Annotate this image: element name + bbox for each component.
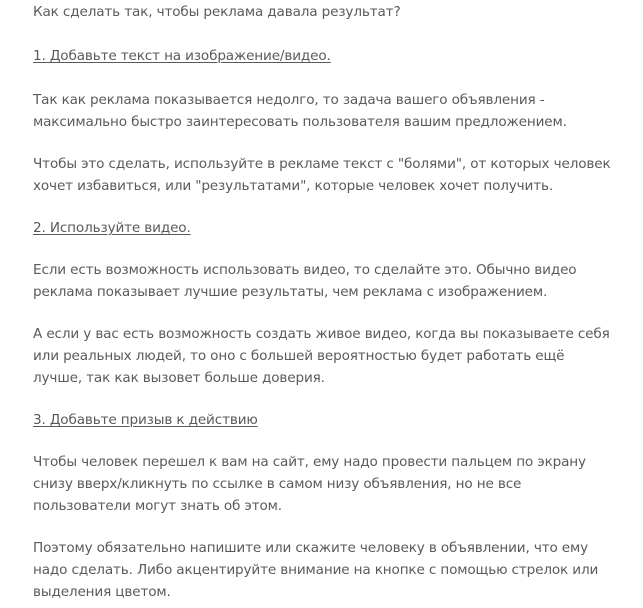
section-3-paragraph-2-line-2: надо сделать. Либо акцентируйте внимание на кнопке с помощью стрелок или bbox=[33, 562, 599, 578]
section-1-heading: 1. Добавьте текст на изображение/видео. bbox=[33, 48, 331, 64]
intro-question: Как сделать так, чтобы реклама давала результат? bbox=[33, 4, 401, 20]
section-2-paragraph-2-line-2: или реальных людей, то оно с большей вероятностью будет работать ещё bbox=[33, 348, 565, 364]
section-2-paragraph-2-line-3: лучше, так как вызовет больше доверия. bbox=[33, 370, 325, 386]
section-3-paragraph-1-line-1: Чтобы человек перешел к вам на сайт, ему надо провести пальцем по экрану bbox=[33, 454, 586, 470]
section-1-paragraph-1-line-1: Так как реклама показывается недолго, то задача вашего объявления - bbox=[33, 92, 545, 108]
section-2-paragraph-1-line-1: Если есть возможность использовать видео, то сделайте это. Обычно видео bbox=[33, 262, 577, 278]
section-1-paragraph-1-line-2: максимально быстро заинтересовать пользователя вашим предложением. bbox=[33, 114, 567, 130]
section-2-paragraph-2-line-1: А если у вас есть возможность создать живое видео, когда вы показываете себя bbox=[33, 326, 610, 342]
section-2-paragraph-1-line-2: реклама показывает лучшие результаты, чем реклама с изображением. bbox=[33, 284, 548, 300]
section-3-paragraph-2-line-1: Поэтому обязательно напишите или скажите человеку в объявлении, что ему bbox=[33, 540, 589, 556]
section-3-paragraph-1-line-2: снизу вверх/кликнуть по ссылке в самом низу объявления, но не все bbox=[33, 476, 522, 492]
section-1-paragraph-2-line-2: хочет избавиться, или "результатами", которые человек хочет получить. bbox=[33, 178, 554, 194]
section-2-heading: 2. Используйте видео. bbox=[33, 220, 191, 236]
section-3-paragraph-1-line-3: пользователи могут знать об этом. bbox=[33, 498, 282, 514]
section-3-heading: 3. Добавьте призыв к действию bbox=[33, 412, 258, 428]
section-1-paragraph-2-line-1: Чтобы это сделать, используйте в рекламе текст с "болями", от которых человек bbox=[33, 156, 611, 172]
section-3-paragraph-2-line-3: выделения цветом. bbox=[33, 584, 171, 600]
